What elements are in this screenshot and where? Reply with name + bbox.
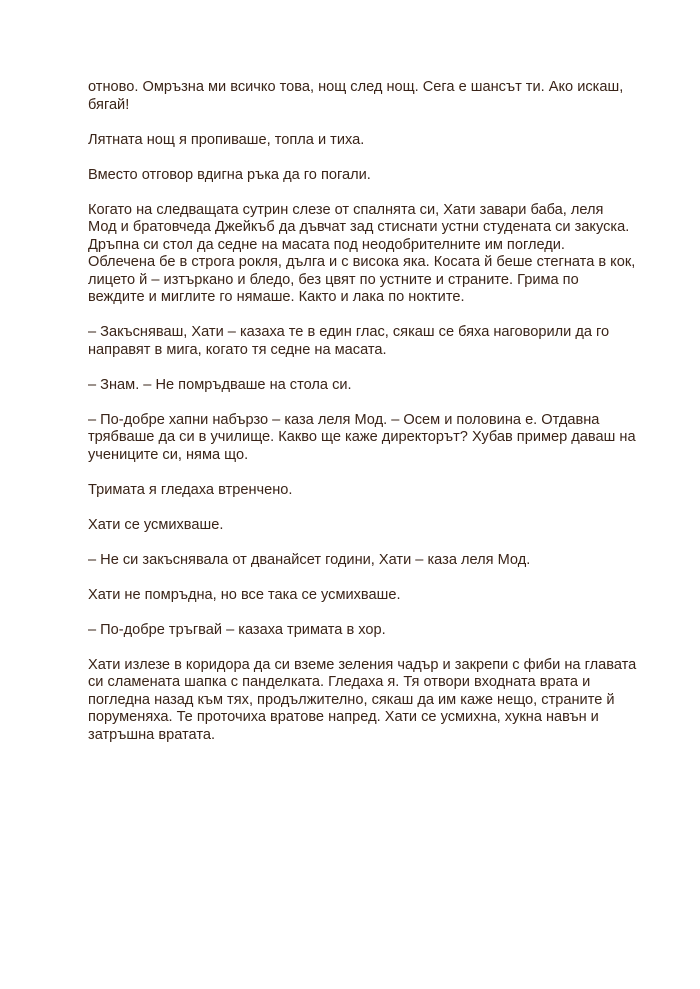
text-line: Тримата я гледаха втренчено. (88, 481, 293, 498)
text-line: лицето й – изтъркано и бледо, без цвят по устните и страните. Грима по (88, 271, 579, 288)
text-line: отново. Омръзна ми всичко това, нощ след нощ. Сега е шансът ти. Ако искаш, (88, 79, 624, 95)
paragraph (88, 552, 628, 570)
text-line: Вместо отговор вдигна ръка да го погали. (88, 166, 371, 183)
text-line: си сламената шапка с панделката. Гледаха я. Тя отвори входната врата и (88, 674, 591, 690)
text-line: трябваше да си в училище. Какво ще каже директорът? Хубав пример даваш на (88, 429, 636, 445)
text-line: учениците си, няма що. (88, 446, 249, 463)
text-line: Облечена бе в строга рокля, дълга и с висока яка. Косата й беше стегната в кок, (88, 254, 636, 270)
text-line: Мод и братовчеда Джейкъб да дъвчат зад стиснати устни студената си закуска. (88, 219, 630, 235)
paragraph (88, 517, 628, 535)
paragraph (88, 622, 628, 640)
text-line: бягай! (88, 96, 130, 113)
text-line: Лятната нощ я пропиваше, топла и тиха. (88, 131, 365, 148)
text-line: поруменяха. Те проточиха вратове напред. Хати се усмихна, хукна навън и (88, 709, 599, 725)
text-line: – По-добре хапни набързо – каза леля Мод. – Осем и половина е. Отдавна (88, 411, 600, 428)
text-line: направят в мига, когато тя седне на масата. (88, 341, 387, 358)
paragraph (88, 587, 628, 605)
text-line: веждите и миглите го нямаше. Както и лака по ноктите. (88, 289, 465, 305)
paragraph (88, 132, 628, 150)
text-line: погледна назад към тях, продължително, сякаш да им каже нещо, страните й (88, 691, 615, 708)
paragraph (88, 377, 628, 395)
text-line: – По-добре тръгвай – казаха тримата в хор. (88, 621, 386, 638)
paragraph (88, 656, 637, 745)
paragraph (88, 167, 628, 185)
text-line: Хати излезе в коридора да си вземе зеления чадър и закрепи с фиби на главата (88, 656, 637, 673)
text-line: – Не си закъснявала от дванайсет години, Хати – каза леля Мод. (88, 551, 531, 568)
text-line: Хати се усмихваше. (88, 516, 224, 533)
text-line: Когато на следващата сутрин слезе от спалнята си, Хати завари баба, леля (88, 201, 604, 218)
paragraph (88, 482, 628, 500)
text-line: – Знам. – Не помръдваше на стола си. (88, 376, 352, 393)
paragraph (88, 324, 628, 359)
paragraph (88, 411, 636, 465)
text-line: затръшна вратата. (88, 726, 216, 743)
paragraph (88, 79, 628, 114)
text-line: Хати не помръдна, но все така се усмихваше. (88, 586, 401, 603)
paragraph (88, 201, 636, 307)
text-line: – Закъсняваш, Хати – казаха те в един глас, сякаш се бяха наговорили да го (88, 324, 610, 340)
text-line: Дръпна си стол да седне на масата под неодобрителните им погледи. (88, 236, 565, 253)
body-text (88, 79, 637, 762)
